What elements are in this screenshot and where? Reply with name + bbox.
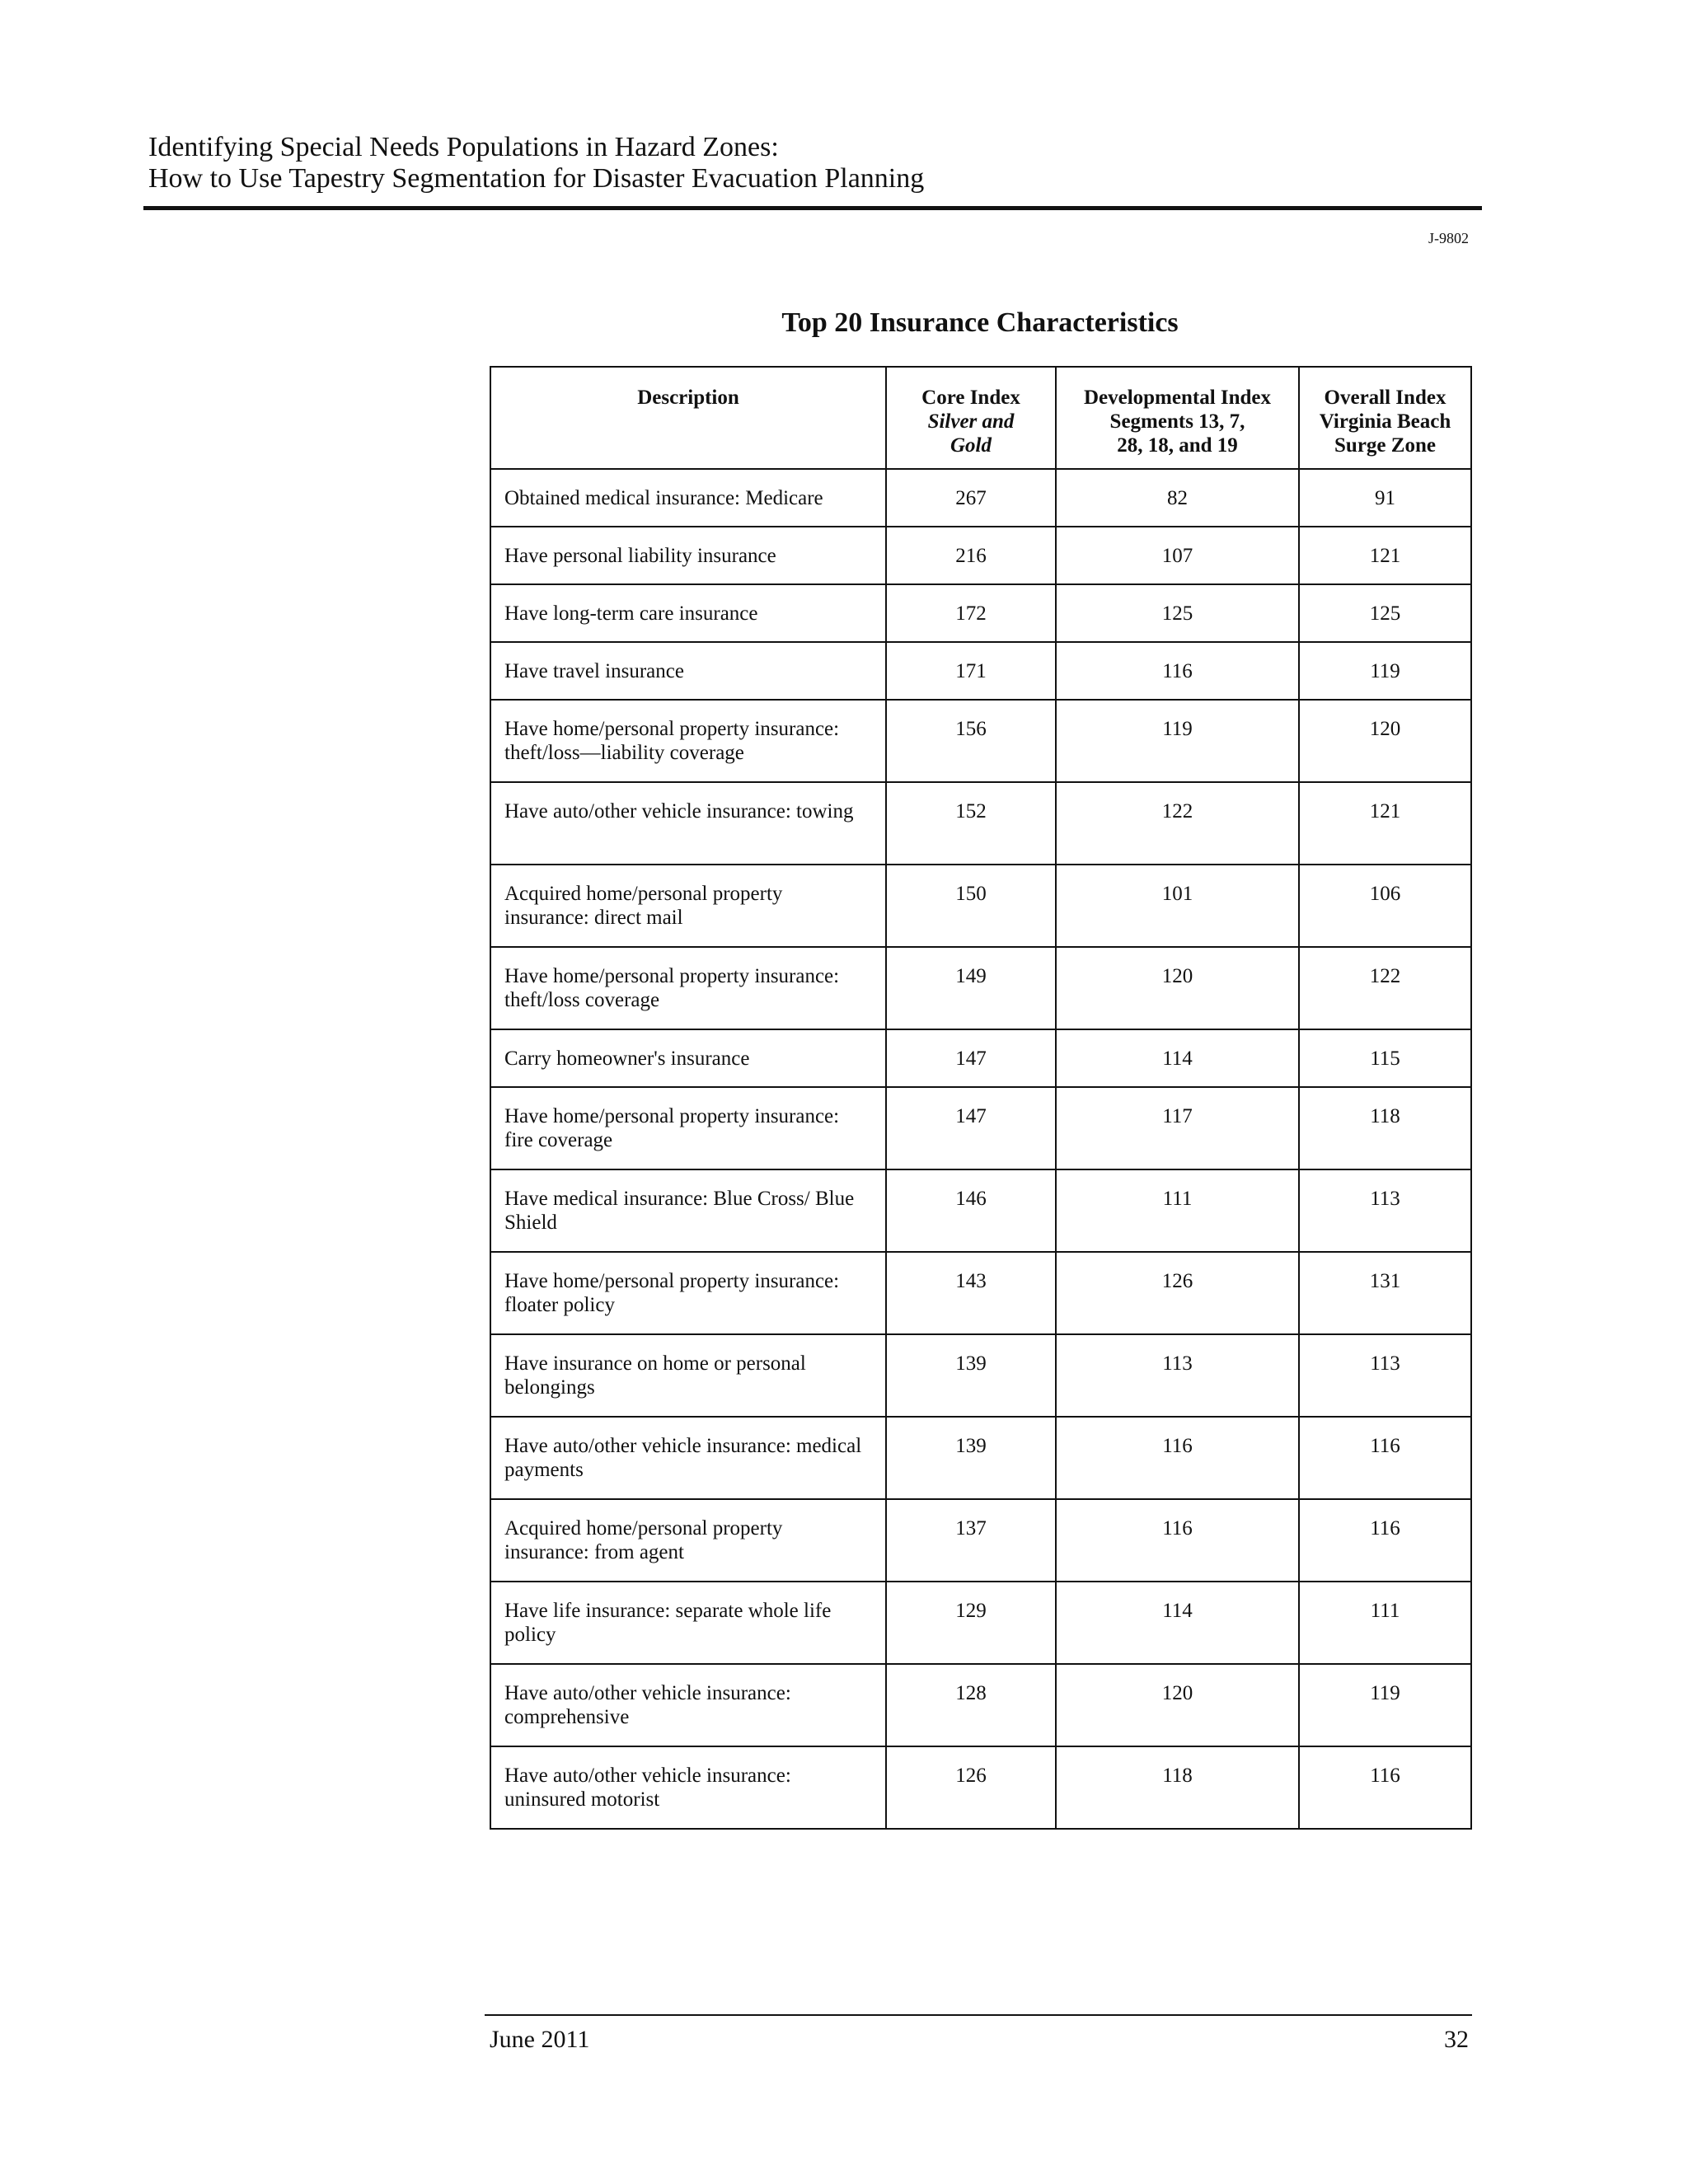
row-overall-index: 116 xyxy=(1299,1417,1471,1499)
row-developmental-index: 113 xyxy=(1056,1334,1299,1417)
row-core-index: 129 xyxy=(886,1582,1056,1664)
row-core-index: 216 xyxy=(886,527,1056,584)
row-developmental-index: 116 xyxy=(1056,642,1299,700)
row-core-index: 139 xyxy=(886,1334,1056,1417)
row-developmental-index: 111 xyxy=(1056,1169,1299,1252)
row-core-index: 126 xyxy=(886,1746,1056,1829)
row-core-index: 128 xyxy=(886,1664,1056,1746)
table-header-row xyxy=(490,367,1471,469)
row-description: Have auto/other vehicle insurance: comprehensive xyxy=(490,1664,886,1746)
row-developmental-index: 118 xyxy=(1056,1746,1299,1829)
row-description: Have long-term care insurance xyxy=(490,584,886,642)
row-core-index: 147 xyxy=(886,1029,1056,1087)
row-developmental-index: 101 xyxy=(1056,865,1299,947)
insurance-characteristics-table xyxy=(490,366,1472,1830)
footer-date: June 2011 xyxy=(490,2026,590,2053)
row-description: Have personal liability insurance xyxy=(490,527,886,584)
row-description: Have home/personal property insurance: fire coverage xyxy=(490,1087,886,1169)
row-overall-index: 120 xyxy=(1299,700,1471,782)
row-description: Have insurance on home or personal belongings xyxy=(490,1334,886,1417)
column-header-developmental-index xyxy=(1056,367,1299,469)
row-core-index: 143 xyxy=(886,1252,1056,1334)
table-row xyxy=(490,1582,1471,1664)
page-header xyxy=(148,132,1475,194)
overall-index-sublabel-1: Virginia Beach xyxy=(1319,410,1451,433)
table-row xyxy=(490,1746,1471,1829)
row-core-index: 172 xyxy=(886,584,1056,642)
row-overall-index: 111 xyxy=(1299,1582,1471,1664)
overall-index-label: Overall Index xyxy=(1324,387,1447,409)
table-row xyxy=(490,1499,1471,1582)
row-description: Have home/personal property insurance: floater policy xyxy=(490,1252,886,1334)
core-index-sublabel-2: Gold xyxy=(950,434,992,457)
column-header-description-label: Description xyxy=(637,387,739,409)
row-description: Have medical insurance: Blue Cross/ Blue Shield xyxy=(490,1169,886,1252)
table-row xyxy=(490,1169,1471,1252)
table-row xyxy=(490,469,1471,527)
row-developmental-index: 114 xyxy=(1056,1582,1299,1664)
row-overall-index: 121 xyxy=(1299,527,1471,584)
row-developmental-index: 117 xyxy=(1056,1087,1299,1169)
core-index-label: Core Index xyxy=(921,387,1020,409)
row-description: Acquired home/personal property insurance: direct mail xyxy=(490,865,886,947)
row-description: Have travel insurance xyxy=(490,642,886,700)
row-overall-index: 122 xyxy=(1299,947,1471,1029)
row-description: Have auto/other vehicle insurance: medical payments xyxy=(490,1417,886,1499)
table-row xyxy=(490,1087,1471,1169)
row-core-index: 146 xyxy=(886,1169,1056,1252)
row-overall-index: 91 xyxy=(1299,469,1471,527)
row-overall-index: 118 xyxy=(1299,1087,1471,1169)
footer-divider xyxy=(485,2014,1472,2016)
row-description: Carry homeowner's insurance xyxy=(490,1029,886,1087)
overall-index-sublabel-2: Surge Zone xyxy=(1334,434,1436,457)
row-description: Have life insurance: separate whole life policy xyxy=(490,1582,886,1664)
row-core-index: 171 xyxy=(886,642,1056,700)
table-row xyxy=(490,1664,1471,1746)
table-row xyxy=(490,782,1471,865)
table-row xyxy=(490,1334,1471,1417)
table-row xyxy=(490,1029,1471,1087)
row-description: Acquired home/personal property insurance: from agent xyxy=(490,1499,886,1582)
row-description: Have home/personal property insurance: theft/loss coverage xyxy=(490,947,886,1029)
table-row xyxy=(490,947,1471,1029)
table-row xyxy=(490,584,1471,642)
row-description: Have home/personal property insurance: theft/loss—liability coverage xyxy=(490,700,886,782)
table-row xyxy=(490,865,1471,947)
row-developmental-index: 125 xyxy=(1056,584,1299,642)
row-developmental-index: 120 xyxy=(1056,947,1299,1029)
row-core-index: 149 xyxy=(886,947,1056,1029)
header-divider xyxy=(143,206,1482,210)
row-description: Obtained medical insurance: Medicare xyxy=(490,469,886,527)
row-overall-index: 121 xyxy=(1299,782,1471,865)
row-developmental-index: 82 xyxy=(1056,469,1299,527)
core-index-sublabel-1: Silver and xyxy=(927,410,1015,433)
row-developmental-index: 116 xyxy=(1056,1417,1299,1499)
row-description: Have auto/other vehicle insurance: uninsured motorist xyxy=(490,1746,886,1829)
column-header-description xyxy=(490,367,886,469)
row-core-index: 137 xyxy=(886,1499,1056,1582)
column-header-core-index xyxy=(886,367,1056,469)
table-row xyxy=(490,1417,1471,1499)
header-title-line-1: Identifying Special Needs Populations in Hazard Zones: xyxy=(148,132,779,162)
row-overall-index: 119 xyxy=(1299,642,1471,700)
row-core-index: 152 xyxy=(886,782,1056,865)
row-developmental-index: 126 xyxy=(1056,1252,1299,1334)
table-row xyxy=(490,1252,1471,1334)
row-overall-index: 113 xyxy=(1299,1334,1471,1417)
column-header-overall-index xyxy=(1299,367,1471,469)
row-core-index: 139 xyxy=(886,1417,1056,1499)
table-row xyxy=(490,642,1471,700)
row-developmental-index: 107 xyxy=(1056,527,1299,584)
row-core-index: 267 xyxy=(886,469,1056,527)
document-code: J-9802 xyxy=(1428,230,1469,246)
row-overall-index: 119 xyxy=(1299,1664,1471,1746)
row-overall-index: 131 xyxy=(1299,1252,1471,1334)
row-developmental-index: 116 xyxy=(1056,1499,1299,1582)
row-developmental-index: 122 xyxy=(1056,782,1299,865)
row-developmental-index: 120 xyxy=(1056,1664,1299,1746)
row-core-index: 156 xyxy=(886,700,1056,782)
table-row xyxy=(490,527,1471,584)
page-number: 32 xyxy=(1444,2026,1469,2053)
row-overall-index: 113 xyxy=(1299,1169,1471,1252)
row-overall-index: 125 xyxy=(1299,584,1471,642)
row-developmental-index: 114 xyxy=(1056,1029,1299,1087)
row-developmental-index: 119 xyxy=(1056,700,1299,782)
row-overall-index: 106 xyxy=(1299,865,1471,947)
row-description: Have auto/other vehicle insurance: towing xyxy=(490,782,886,865)
developmental-index-sublabel-1: Segments 13, 7, xyxy=(1109,410,1245,433)
developmental-index-label: Developmental Index xyxy=(1083,387,1272,409)
row-core-index: 150 xyxy=(886,865,1056,947)
table-title: Top 20 Insurance Characteristics xyxy=(781,307,1179,338)
table-row xyxy=(490,700,1471,782)
row-overall-index: 116 xyxy=(1299,1499,1471,1582)
row-overall-index: 116 xyxy=(1299,1746,1471,1829)
row-core-index: 147 xyxy=(886,1087,1056,1169)
header-title-line-2: How to Use Tapestry Segmentation for Disaster Evacuation Planning xyxy=(148,163,925,194)
developmental-index-sublabel-2: 28, 18, and 19 xyxy=(1117,434,1238,457)
row-overall-index: 115 xyxy=(1299,1029,1471,1087)
